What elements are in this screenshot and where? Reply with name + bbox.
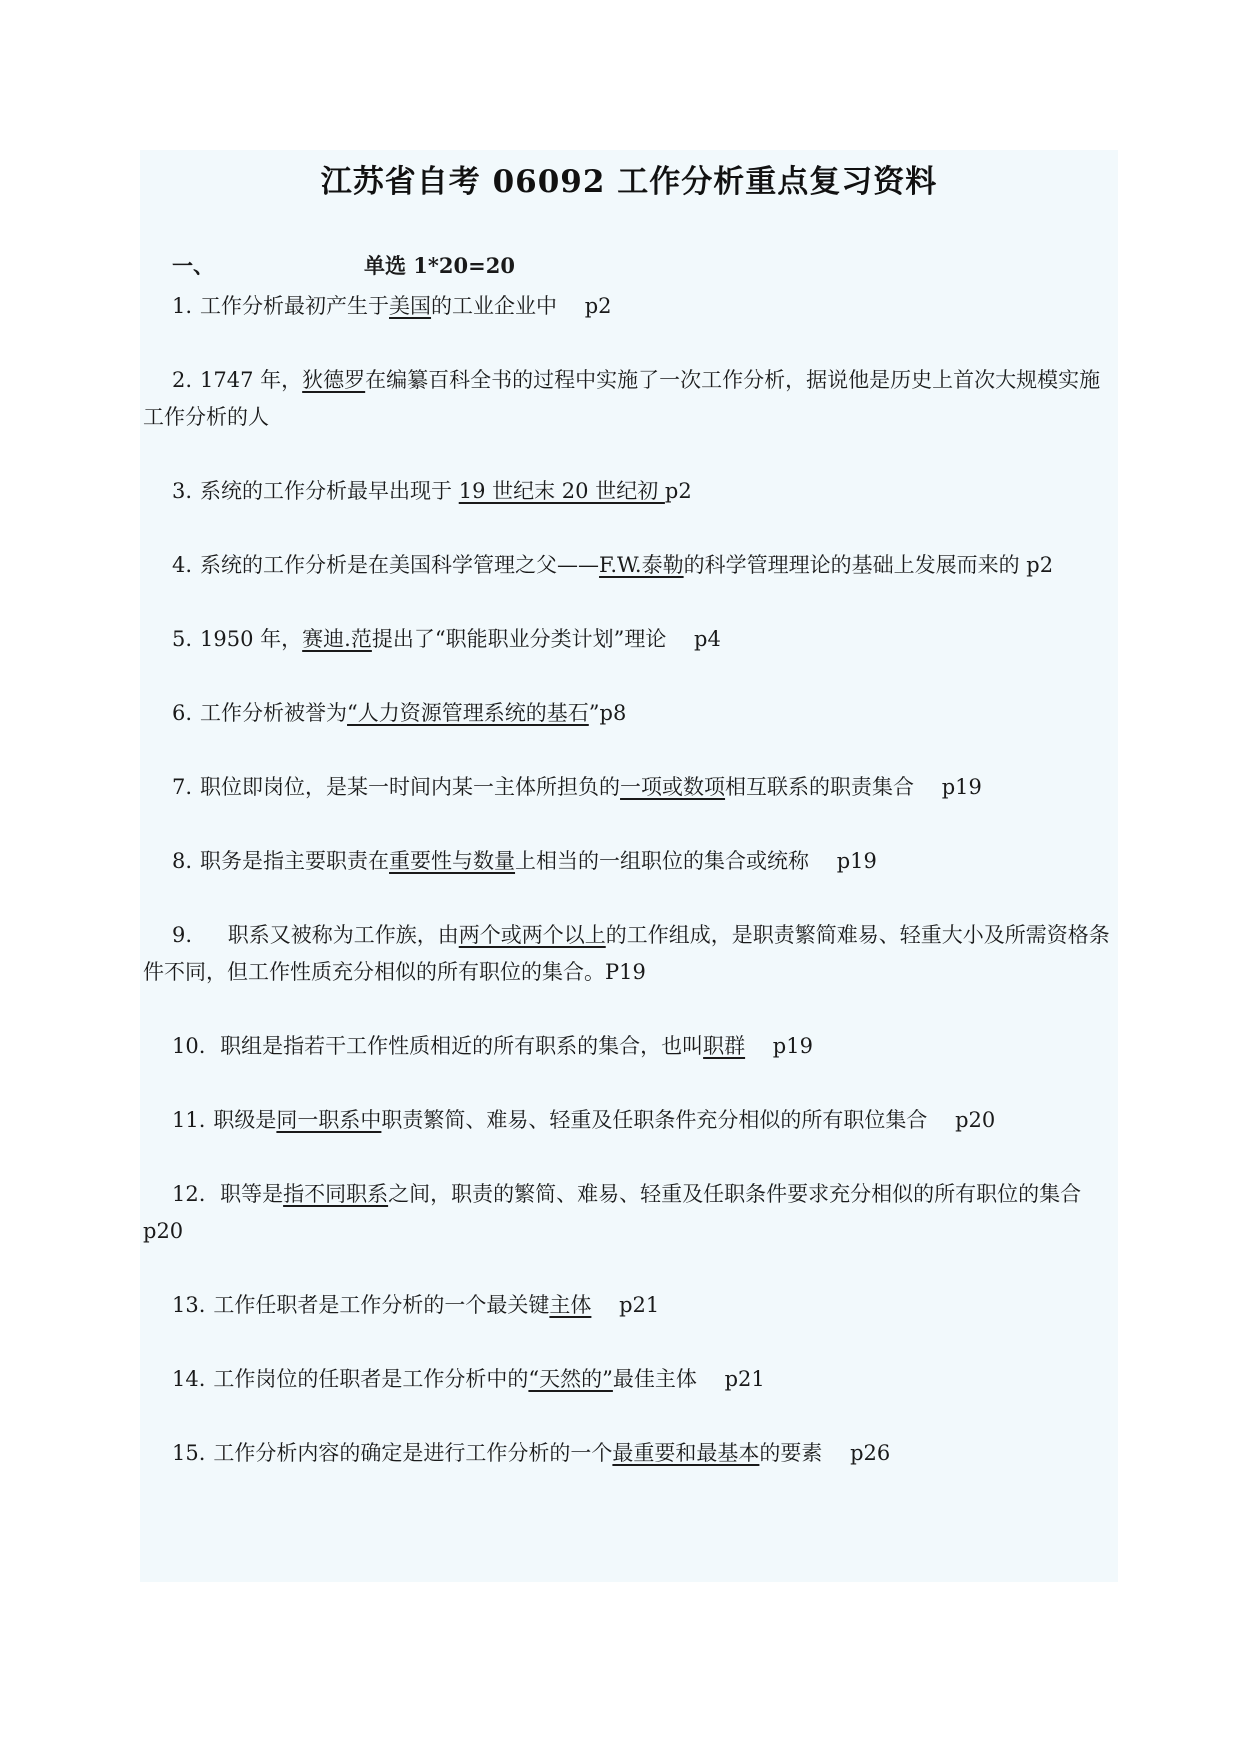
list-item (143, 769, 1113, 806)
item-text-tail: 职责繁简、难易、轻重及任职条件充分相似的所有职位集合 p20 (381, 1108, 996, 1132)
item-key-term: F.W.泰勒 (599, 553, 684, 577)
item-text: 职组是指若干工作性质相近的所有职系的集合，也叫 (213, 1034, 704, 1058)
item-text: 职等是 (213, 1182, 284, 1206)
item-text: 工作岗位的任职者是工作分析中的 (213, 1367, 529, 1391)
item-text: 职位即岗位，是某一时间内某一主体所担负的 (200, 775, 621, 799)
item-key-term: 指不同职系 (283, 1182, 389, 1206)
item-text-tail: 在编纂百科全书的过程中实施了一次工作分析，据说他是历史上首次大规模实施工作分析的人 (143, 368, 1101, 429)
item-key-term: 同一职系中 (276, 1108, 382, 1132)
item-key-term: 最重要和最基本 (612, 1441, 760, 1465)
document-title: 江苏省自考 06092 工作分析重点复习资料 (320, 164, 938, 200)
list-item (143, 1287, 1113, 1324)
item-number: 2. (172, 368, 193, 392)
item-text: 工作分析被誉为 (200, 701, 348, 725)
item-text-tail: 最佳主体 p21 (612, 1367, 765, 1391)
item-text-tail: p21 (591, 1293, 660, 1317)
item-text: 系统的工作分析最早出现于 (200, 479, 459, 503)
section-title: 单选 1*20=20 (364, 253, 515, 278)
item-number: 11. (172, 1108, 206, 1132)
item-text-tail: 上相当的一组职位的集合或统称 p19 (515, 849, 877, 873)
document-page (140, 150, 1118, 1582)
list-item (143, 1176, 1113, 1250)
item-text-tail: 之间，职责的繁简、难易、轻重及任职条件要求充分相似的所有职位的集合 p20 (143, 1182, 1109, 1243)
list-item (143, 473, 1113, 510)
section-heading (172, 250, 515, 280)
item-number: 15. (172, 1441, 206, 1465)
item-text: 1950 年， (200, 627, 303, 651)
list-item (143, 1102, 1113, 1139)
list-item (143, 1028, 1113, 1065)
item-number: 10. (172, 1034, 206, 1058)
item-key-term: 职群 (703, 1034, 746, 1058)
item-text: 工作任职者是工作分析的一个最关键 (213, 1293, 550, 1317)
item-text: 职务是指主要职责在 (200, 849, 390, 873)
list-item (143, 917, 1113, 991)
item-text: 系统的工作分析是在美国科学管理之父—— (200, 553, 600, 577)
item-key-term: “人力资源管理系统的基石 (347, 701, 589, 725)
item-key-term: 主体 (549, 1293, 592, 1317)
list-item (143, 1361, 1113, 1398)
list-item (143, 695, 1113, 732)
item-text-tail: 相互联系的职责集合 p19 (725, 775, 982, 799)
item-text-tail: 的科学管理理论的基础上发展而来的 p2 (683, 553, 1054, 577)
item-text-tail: p2 (664, 479, 692, 503)
item-number: 5. (172, 627, 193, 651)
list-item (143, 362, 1113, 436)
item-number: 3. (172, 479, 193, 503)
item-number: 9. (172, 923, 193, 947)
item-number: 8. (172, 849, 193, 873)
item-key-term: 赛迪.范 (302, 627, 372, 651)
item-key-term: “天然的” (528, 1367, 613, 1391)
section-number: 一、 (172, 253, 214, 278)
list-item (143, 1435, 1113, 1472)
item-text-tail: p19 (745, 1034, 813, 1058)
list-item (143, 288, 1113, 325)
item-number: 13. (172, 1293, 206, 1317)
question-list (143, 288, 1113, 1509)
item-text-tail: 的要素 p26 (759, 1441, 891, 1465)
item-text: 工作分析最初产生于 (200, 294, 390, 318)
item-key-term: 美国 (389, 294, 432, 318)
item-number: 1. (172, 294, 193, 318)
item-key-term: 狄德罗 (302, 368, 366, 392)
item-key-term: 一项或数项 (620, 775, 726, 799)
item-text: 工作分析内容的确定是进行工作分析的一个 (213, 1441, 613, 1465)
item-text: 1747 年， (200, 368, 303, 392)
item-text: 职级是 (213, 1108, 277, 1132)
item-text-tail: 的工作组成，是职责繁简难易、轻重大小及所需资格条件不同，但工作性质充分相似的所有职位的集合。P19 (143, 923, 1110, 984)
item-text-tail: ”p8 (588, 701, 627, 725)
item-key-term: 两个或两个以上 (458, 923, 606, 947)
item-key-term: 19 世纪末 20 世纪初 (458, 479, 665, 503)
list-item (143, 621, 1113, 658)
item-text-tail: 提出了“职能职业分类计划”理论 p4 (371, 627, 721, 651)
item-number: 14. (172, 1367, 206, 1391)
item-text: 职系又被称为工作族，由 (200, 923, 459, 947)
list-item (143, 547, 1113, 584)
item-text-tail: 的工业企业中 p2 (431, 294, 612, 318)
item-number: 12. (172, 1182, 206, 1206)
item-key-term: 重要性与数量 (389, 849, 516, 873)
item-number: 7. (172, 775, 193, 799)
item-number: 6. (172, 701, 193, 725)
item-number: 4. (172, 553, 193, 577)
list-item (143, 843, 1113, 880)
